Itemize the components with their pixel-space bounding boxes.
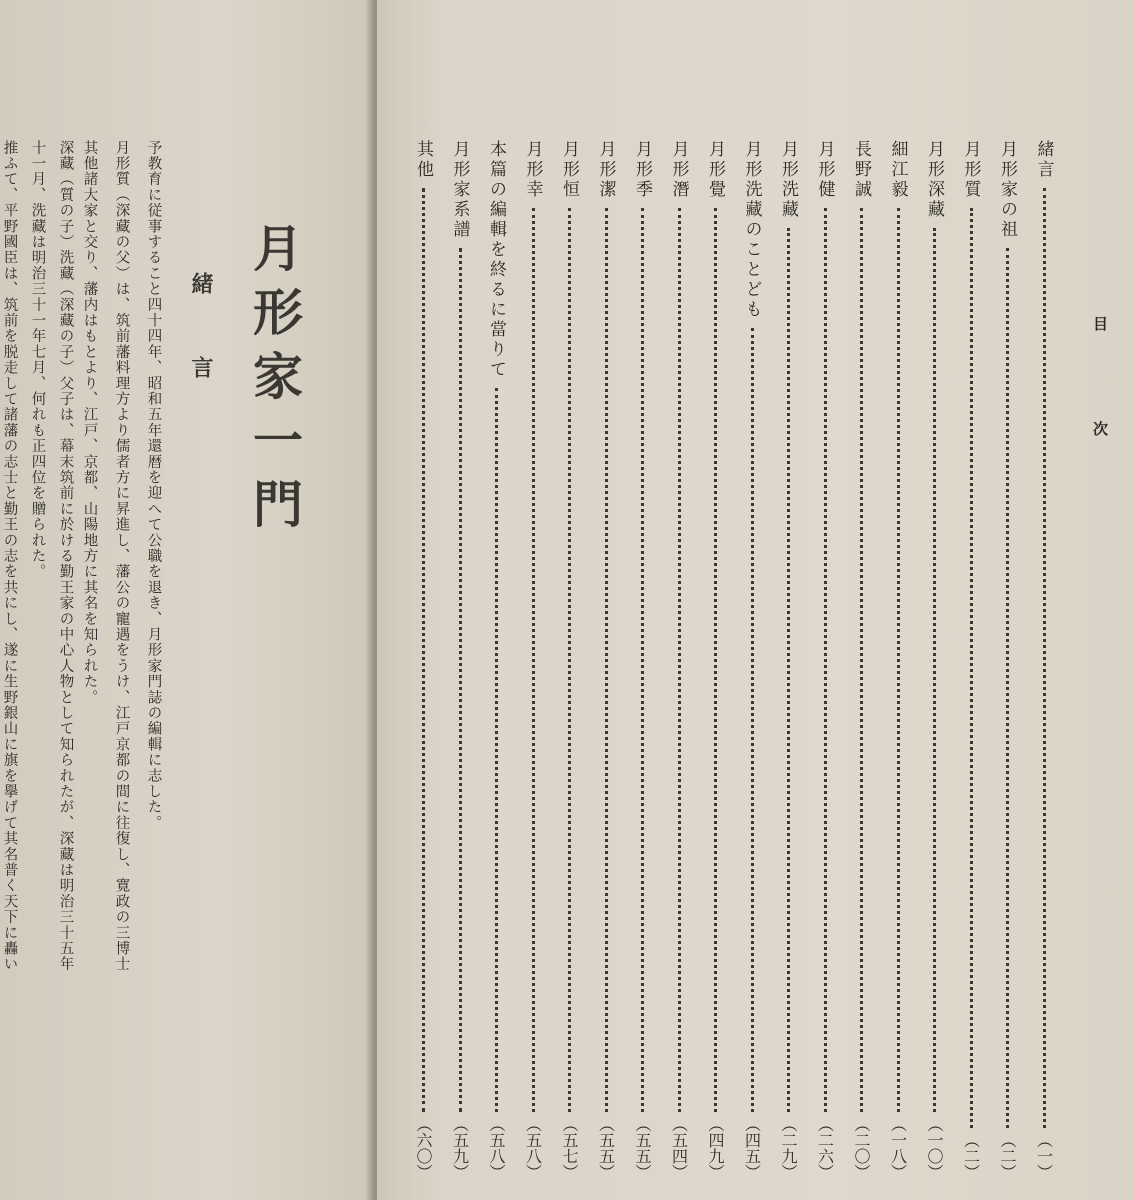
toc-leader-dots xyxy=(714,208,717,1112)
toc-leader-dots xyxy=(787,228,790,1112)
toc-entry-label: 月形季 xyxy=(632,140,652,200)
toc-entry[interactable] xyxy=(481,140,513,1180)
toc-entry[interactable] xyxy=(955,140,987,1180)
toc-entry[interactable] xyxy=(882,140,914,1180)
toc-entry[interactable] xyxy=(1028,140,1060,1180)
toc-leader-dots xyxy=(751,328,754,1112)
toc-entry[interactable] xyxy=(919,140,951,1180)
book-title: 月形家一門 xyxy=(245,222,304,542)
toc-entry-label: 月形家系譜 xyxy=(449,140,470,240)
toc-leader-dots xyxy=(860,208,863,1112)
toc-entry-page: （六〇） xyxy=(414,1116,433,1180)
toc-entry[interactable] xyxy=(846,140,878,1180)
toc-entry-page: （一） xyxy=(1034,1132,1054,1180)
toc-entry-page: （四九） xyxy=(706,1116,725,1180)
toc-entry[interactable] xyxy=(736,140,768,1180)
toc-entry-page: （五八） xyxy=(523,1116,543,1180)
toc-entry-page: （五四） xyxy=(669,1116,689,1180)
toc-entry-label: 月形深藏 xyxy=(924,140,944,220)
toc-title: 目次 xyxy=(1091,316,1109,526)
toc-leader-dots xyxy=(824,208,827,1112)
toc-entry[interactable] xyxy=(627,140,659,1180)
toc-leader-dots xyxy=(568,208,571,1112)
toc-entry[interactable] xyxy=(590,140,622,1180)
toc-entry-label: 月形潔 xyxy=(595,140,616,200)
body-paragraph: 推ふて、平野國臣は、筑前を脱走して諸藩の志士と勤王の志を共にし、遂に生野銀山に旗を擧げて其名普く天下に轟い xyxy=(1,140,18,973)
toc-leader-dots xyxy=(459,248,462,1112)
toc-leader-dots xyxy=(1006,248,1009,1128)
toc-entry-label: 緒言 xyxy=(1033,140,1054,180)
toc-leader-dots xyxy=(422,188,425,1112)
toc-leader-dots xyxy=(970,208,973,1128)
toc-entry-label: 其他 xyxy=(413,140,433,180)
toc-entry-page: （二九） xyxy=(779,1116,798,1180)
toc-entry-page: （五八） xyxy=(487,1116,506,1180)
section-heading: 緒言 xyxy=(188,272,214,440)
toc-entry-label: 月形質 xyxy=(960,140,981,200)
toc-entry[interactable] xyxy=(992,140,1024,1180)
toc-entry[interactable] xyxy=(663,140,695,1180)
toc-entry-page: （五七） xyxy=(560,1116,579,1180)
toc-entry[interactable] xyxy=(773,140,805,1180)
toc-entry-label: 月形恒 xyxy=(559,140,579,200)
body-paragraph: 予教育に従事すること四十四年、昭和五年還暦を迎へて公職を退き、月形家門誌の編輯に志した。 xyxy=(145,140,162,831)
body-paragraph: 其他諸大家と交り、藩内はもとより、江戸、京都、山陽地方に其名を知られた。 xyxy=(81,140,98,706)
toc-leader-dots xyxy=(495,388,498,1112)
right-page xyxy=(377,0,1134,1200)
toc-entry-label: 長野誠 xyxy=(851,140,871,200)
left-page xyxy=(0,0,373,1200)
toc-entry-page: （五五） xyxy=(633,1116,652,1180)
toc-entry-label: 本篇の編輯を終るに當りて xyxy=(486,140,506,380)
toc-leader-dots xyxy=(897,208,900,1112)
toc-entry-page: （五九） xyxy=(450,1116,470,1180)
toc-leader-dots xyxy=(532,208,535,1112)
toc-entry-label: 月形健 xyxy=(814,140,835,200)
toc-entry[interactable] xyxy=(554,140,586,1180)
toc-entry[interactable] xyxy=(517,140,549,1180)
toc-leader-dots xyxy=(605,208,608,1112)
toc-entry-page: （二） xyxy=(961,1132,981,1180)
toc-entry-label: 月形潛 xyxy=(668,140,689,200)
toc-leader-dots xyxy=(1043,188,1046,1128)
toc-entry-page: （二六） xyxy=(815,1116,835,1180)
toc-leader-dots xyxy=(933,228,936,1112)
toc-entry-page: （五五） xyxy=(596,1116,616,1180)
toc-entry[interactable] xyxy=(408,140,440,1180)
body-paragraph: 深藏（質の子）洗藏（深藏の子）父子は、幕末筑前に於ける勤王家の中心人物として知られたが、深藏は明治三十五年 xyxy=(57,140,74,973)
toc-entry-page: （四五） xyxy=(742,1116,762,1180)
toc-entry-label: 月形洗藏のことども xyxy=(741,140,762,320)
toc-entry-page: （一〇） xyxy=(925,1116,944,1180)
toc-entry-label: 月形家の祖 xyxy=(997,140,1017,240)
toc-entry-page: （二） xyxy=(998,1132,1017,1180)
toc-entry[interactable] xyxy=(700,140,732,1180)
toc-entry[interactable] xyxy=(444,140,476,1180)
toc-leader-dots xyxy=(678,208,681,1112)
toc-entry-label: 月形覺 xyxy=(705,140,725,200)
body-paragraph: 十一月、洗藏は明治三十一年七月、何れも正四位を贈られた。 xyxy=(29,140,46,580)
toc-leader-dots xyxy=(641,208,644,1112)
toc-entry[interactable] xyxy=(809,140,841,1180)
body-paragraph: 月形質（深藏の父）は、筑前藩料理方より儒者方に昇進し、藩公の寵遇をうけ、江戸京都の間に往復し、寛政の三博士 xyxy=(113,140,130,973)
toc-entry-label: 細江毅 xyxy=(887,140,908,200)
toc-entry-label: 月形洗藏 xyxy=(778,140,798,220)
toc-entry-label: 月形幸 xyxy=(522,140,543,200)
toc-entry-page: （二〇） xyxy=(852,1116,871,1180)
toc-entry-page: （一八） xyxy=(888,1116,908,1180)
